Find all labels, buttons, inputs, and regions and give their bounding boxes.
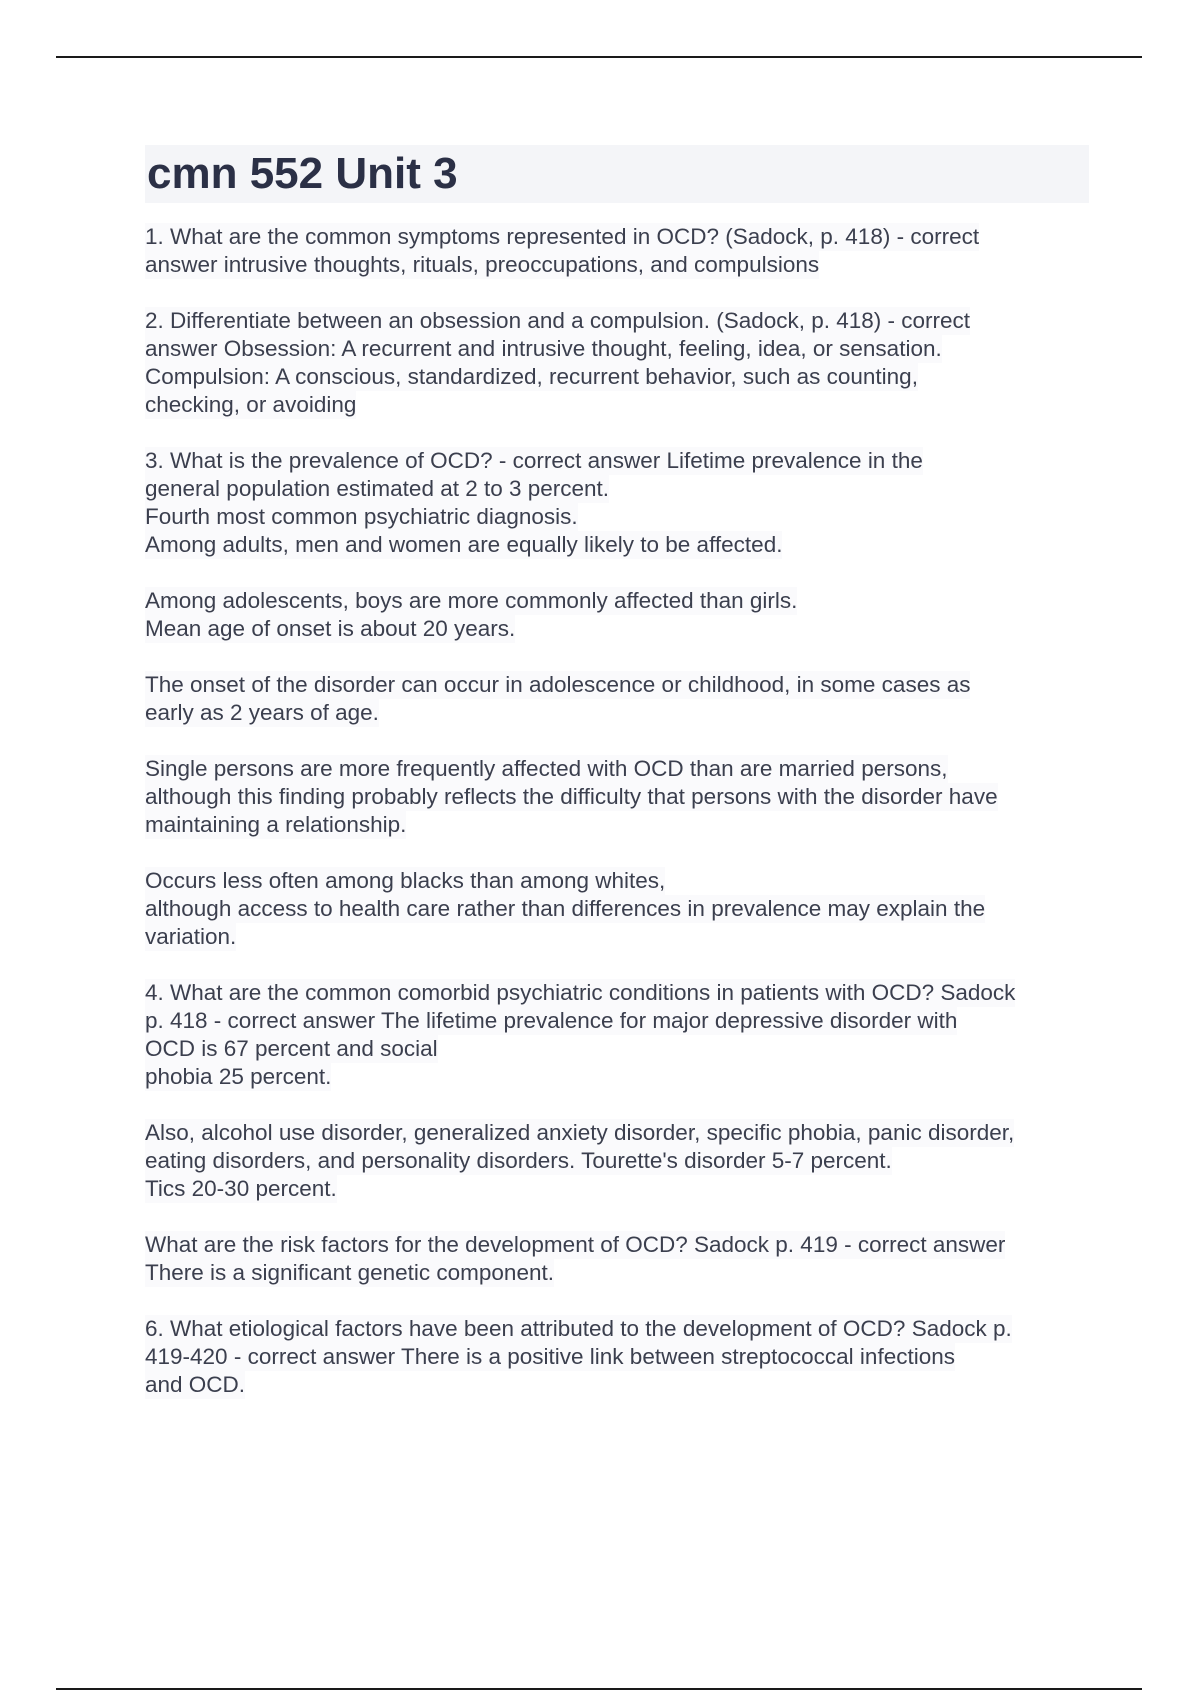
paragraph-line: variation. [145, 924, 237, 949]
paragraph-line: 419-420 - correct answer There is a positive link between streptococcal infections [145, 1344, 955, 1369]
paragraph-line: maintaining a relationship. [145, 812, 407, 837]
bottom-rule [56, 1688, 1142, 1690]
paragraph-line: 4. What are the common comorbid psychiatric conditions in patients with OCD? Sadock [145, 980, 1016, 1005]
paragraph-line: There is a significant genetic component. [145, 1260, 554, 1285]
qa-paragraph [145, 671, 1089, 727]
paragraph-line: OCD is 67 percent and social [145, 1036, 438, 1061]
paragraph-line: Also, alcohol use disorder, generalized anxiety disorder, specific phobia, panic disorder, [145, 1120, 1015, 1145]
paragraph-line: 6. What etiological factors have been attributed to the development of OCD? Sadock p. [145, 1316, 1012, 1341]
paragraph-line: 1. What are the common symptoms represented in OCD? (Sadock, p. 418) - correct [145, 224, 980, 249]
qa-paragraph [145, 223, 1089, 279]
paragraph-line: general population estimated at 2 to 3 percent. [145, 476, 610, 501]
title-bar [145, 145, 1089, 203]
paragraph-line: although this finding probably reflects the difficulty that persons with the disorder have [145, 784, 998, 809]
qa-paragraph [145, 979, 1089, 1091]
qa-paragraph [145, 1315, 1089, 1399]
qa-paragraph [145, 587, 1089, 643]
paragraph-line: Single persons are more frequently affected with OCD than are married persons, [145, 756, 948, 781]
qa-paragraph [145, 307, 1089, 419]
qa-blocks [145, 223, 1089, 1399]
paragraph-line: Fourth most common psychiatric diagnosis. [145, 504, 578, 529]
paragraph-line: 2. Differentiate between an obsession and a compulsion. (Sadock, p. 418) - correct [145, 308, 971, 333]
paragraph-line: Tics 20-30 percent. [145, 1176, 337, 1201]
top-rule [56, 56, 1142, 58]
paragraph-line: p. 418 - correct answer The lifetime prevalence for major depressive disorder with [145, 1008, 958, 1033]
paragraph-line: Among adolescents, boys are more commonly affected than girls. [145, 588, 798, 613]
paragraph-line: answer Obsession: A recurrent and intrusive thought, feeling, idea, or sensation. [145, 336, 942, 361]
qa-paragraph [145, 755, 1089, 839]
paragraph-line: answer intrusive thoughts, rituals, preoccupations, and compulsions [145, 252, 820, 277]
paragraph-line: early as 2 years of age. [145, 700, 379, 725]
paragraph-line: Among adults, men and women are equally likely to be affected. [145, 532, 783, 557]
paragraph-line: checking, or avoiding [145, 392, 357, 417]
document-body [145, 145, 1089, 1427]
paragraph-line: Mean age of onset is about 20 years. [145, 616, 516, 641]
qa-paragraph [145, 1119, 1089, 1203]
qa-paragraph [145, 1231, 1089, 1287]
page-title: cmn 552 Unit 3 [147, 149, 458, 198]
paragraph-line: Compulsion: A conscious, standardized, recurrent behavior, such as counting, [145, 364, 918, 389]
paragraph-line: 3. What is the prevalence of OCD? - correct answer Lifetime prevalence in the [145, 448, 923, 473]
paragraph-line: The onset of the disorder can occur in adolescence or childhood, in some cases as [145, 672, 971, 697]
paragraph-line: What are the risk factors for the development of OCD? Sadock p. 419 - correct answer [145, 1232, 1006, 1257]
paragraph-line: eating disorders, and personality disorders. Tourette's disorder 5-7 percent. [145, 1148, 892, 1173]
paragraph-line: phobia 25 percent. [145, 1064, 332, 1089]
qa-paragraph [145, 447, 1089, 559]
qa-paragraph [145, 867, 1089, 951]
paragraph-line: and OCD. [145, 1372, 246, 1397]
paragraph-line: Occurs less often among blacks than among whites, [145, 868, 666, 893]
paragraph-line: although access to health care rather than differences in prevalence may explain the [145, 896, 986, 921]
